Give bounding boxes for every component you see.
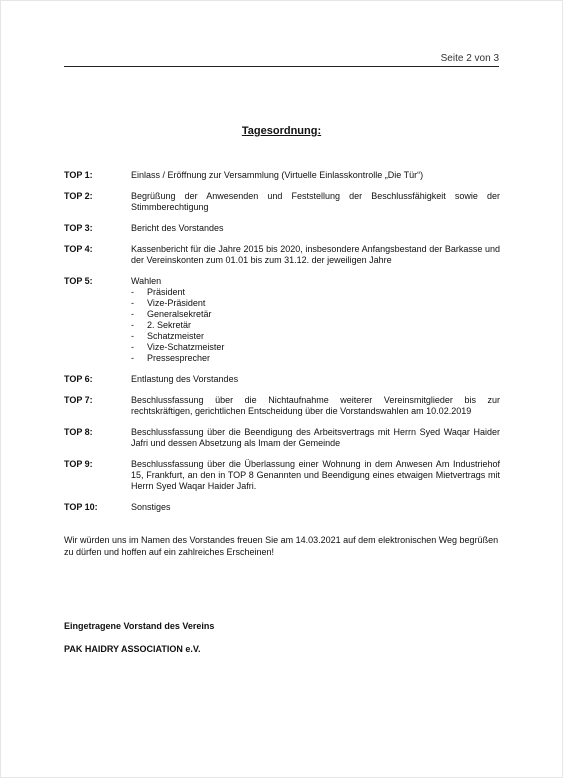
list-item-label: 2. Sekretär — [147, 320, 192, 330]
agenda-item-number: TOP 1: — [64, 170, 93, 180]
agenda-item-text: Begrüßung der Anwesenden und Feststellung der Beschlussfähigkeit sowie der Stimmberechtigung — [131, 191, 500, 212]
list-dash: - — [131, 331, 134, 341]
agenda-item — [64, 223, 500, 234]
list-item — [131, 309, 500, 320]
agenda-item-number: TOP 2: — [64, 191, 93, 201]
agenda-item — [64, 244, 500, 266]
agenda-item — [64, 427, 500, 449]
agenda-item-number: TOP 5: — [64, 276, 93, 286]
agenda-item-number: TOP 4: — [64, 244, 93, 254]
signature-board: Eingetragene Vorstand des Vereins — [64, 621, 215, 631]
agenda-item-number: TOP 8: — [64, 427, 93, 437]
list-item-label: Pressesprecher — [147, 353, 211, 363]
agenda-item-number: TOP 7: — [64, 395, 93, 405]
agenda-item-text: Entlastung des Vorstandes — [131, 374, 239, 384]
agenda-item — [64, 170, 500, 181]
closing-paragraph: Wir würden uns im Namen des Vorstandes freuen Sie am 14.03.2021 auf dem elektronischen Weg begrüßen zu dürfen und hoffen auf ein zahlreiches Erscheinen! — [64, 535, 499, 557]
page-number: Seite 2 von 3 — [440, 53, 499, 64]
agenda-item-number: TOP 6: — [64, 374, 93, 384]
agenda-item-text: Beschlussfassung über die Nichtaufnahme weiterer Vereinsmitglieder bis zur rechtskräftigen, gerichtlichen Entscheidung über die Vorstandswahlen am 10.02.2019 — [131, 395, 500, 416]
list-item — [131, 353, 500, 364]
list-item-label: Schatzmeister — [147, 331, 205, 341]
list-item — [131, 287, 500, 298]
agenda-item — [64, 395, 500, 417]
agenda-item-text: Wahlen — [131, 276, 162, 286]
list-item-label: Generalsekretär — [147, 309, 212, 319]
agenda-item — [64, 502, 500, 513]
list-item — [131, 331, 500, 342]
agenda-item-text: Beschlussfassung über die Überlassung einer Wohnung in dem Anwesen Am Industriehof 15, Frankfurt, an den in TOP 8 Genannten und Beendigung eines etwaigen Mietvertrags mit Herrn Syed Waqar Haider Jafri. — [131, 459, 500, 491]
header-divider — [64, 66, 499, 67]
list-dash: - — [131, 320, 134, 330]
agenda-item — [64, 459, 500, 492]
list-item — [131, 298, 500, 309]
list-dash: - — [131, 353, 134, 363]
list-item — [131, 342, 500, 353]
signature-association: PAK HAIDRY ASSOCIATION e.V. — [64, 644, 201, 654]
list-dash: - — [131, 309, 134, 319]
agenda-item-text: Sonstiges — [131, 502, 171, 512]
agenda-item — [64, 374, 500, 385]
list-item-label: Vize-Schatzmeister — [147, 342, 225, 352]
agenda-item-text: Bericht des Vorstandes — [131, 223, 224, 233]
agenda-item-text: Kassenbericht für die Jahre 2015 bis 2020, insbesondere Anfangsbestand der Barkasse und der Vereinskonten zum 01.01 bis zum 31.12. der jeweiligen Jahre — [131, 244, 500, 265]
document-title: Tagesordnung: — [241, 125, 322, 137]
list-dash: - — [131, 287, 134, 297]
agenda-item-number: TOP 9: — [64, 459, 93, 469]
election-positions-list — [131, 287, 500, 364]
agenda-item-number: TOP 3: — [64, 223, 93, 233]
list-item-label: Präsident — [147, 287, 186, 297]
list-item — [131, 320, 500, 331]
list-dash: - — [131, 298, 134, 308]
agenda-item-text: Einlass / Eröffnung zur Versammlung (Virtuelle Einlasskontrolle „Die Tür“) — [131, 170, 424, 180]
list-dash: - — [131, 342, 134, 352]
agenda-list — [64, 170, 500, 523]
agenda-item-text: Beschlussfassung über die Beendigung des Arbeitsvertrags mit Herrn Syed Waqar Haider Jafri und dessen Absetzung als Imam der Gemeinde — [131, 427, 500, 448]
agenda-item — [64, 276, 500, 364]
agenda-item-number: TOP 10: — [64, 502, 98, 512]
agenda-item — [64, 191, 500, 213]
list-item-label: Vize-Präsident — [147, 298, 206, 308]
